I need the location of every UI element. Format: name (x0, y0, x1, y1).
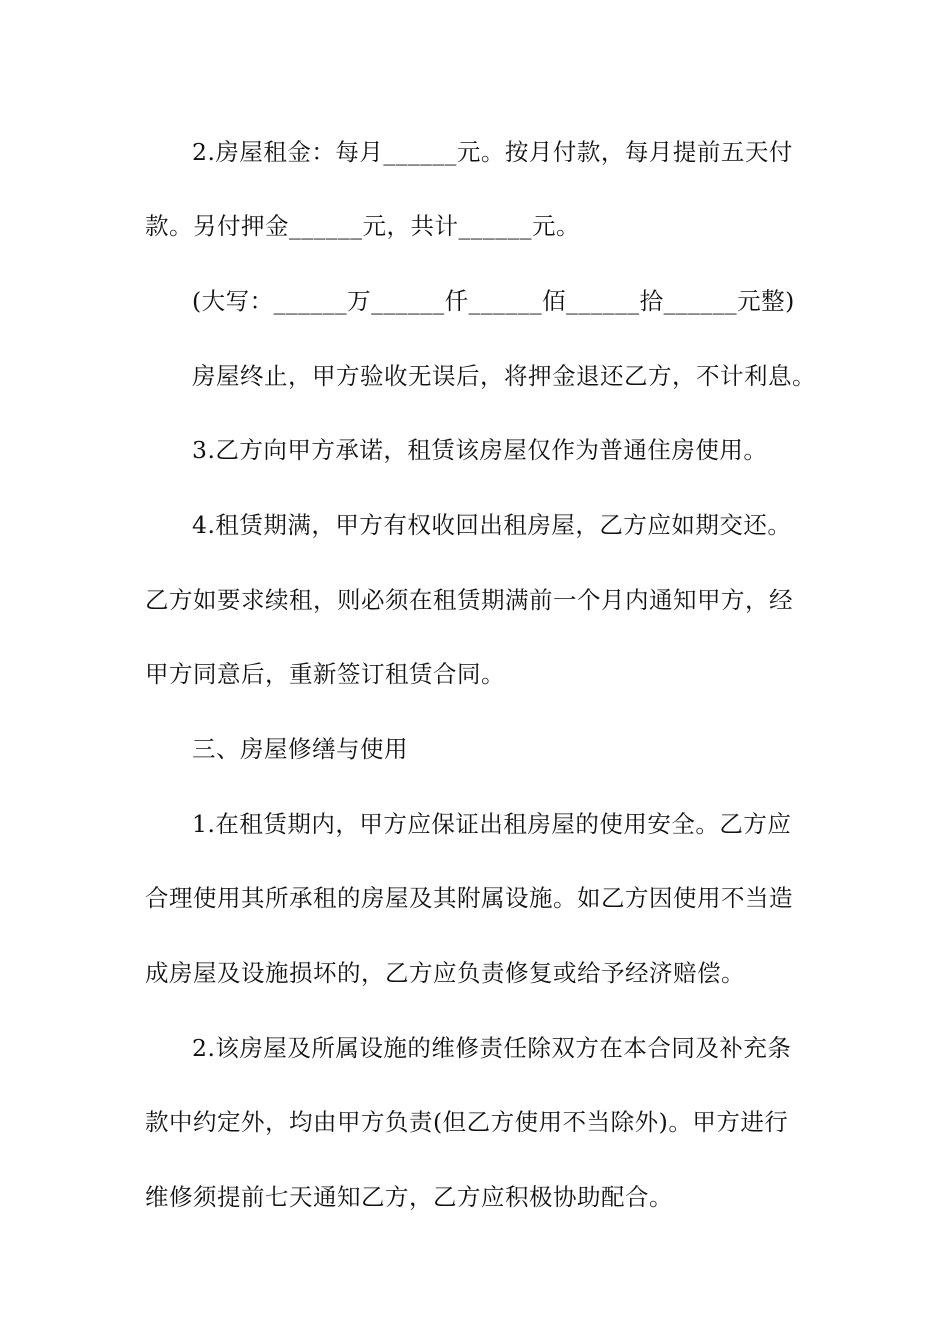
text-line: 成房屋及设施损坏的，乙方应负责修复或给予经济赔偿。 (145, 959, 745, 987)
text-line: 2.该房屋及所属设施的维修责任除双方在本合同及补充条 (192, 1034, 792, 1062)
text-line: 款中约定外，均由甲方负责(但乙方使用不当除外)。甲方进行 (145, 1108, 789, 1136)
text-line: 甲方同意后，重新签订租赁合同。 (145, 660, 505, 688)
section-heading: 三、房屋修缮与使用 (192, 735, 408, 763)
text-line: 2.房屋租金：每月______元。按月付款，每月提前五天付 (192, 138, 793, 166)
text-line: 3.乙方向甲方承诺，租赁该房屋仅作为普通住房使用。 (192, 436, 768, 464)
text-line: 维修须提前七天通知乙方，乙方应积极协助配合。 (145, 1183, 673, 1211)
text-line: (大写：______万______仟______佰______拾______元整) (192, 287, 795, 315)
text-line: 房屋终止，甲方验收无误后，将押金退还乙方，不计利息。 (192, 362, 816, 390)
text-line: 4.租赁期满，甲方有权收回出租房屋，乙方应如期交还。 (192, 511, 792, 539)
text-line: 乙方如要求续租，则必须在租赁期满前一个月内通知甲方，经 (145, 586, 793, 614)
text-line: 合理使用其所承租的房屋及其附属设施。如乙方因使用不当造 (145, 884, 793, 912)
text-line: 款。另付押金______元，共计______元。 (145, 212, 580, 240)
text-line: 1.在租赁期内，甲方应保证出租房屋的使用安全。乙方应 (192, 810, 792, 838)
